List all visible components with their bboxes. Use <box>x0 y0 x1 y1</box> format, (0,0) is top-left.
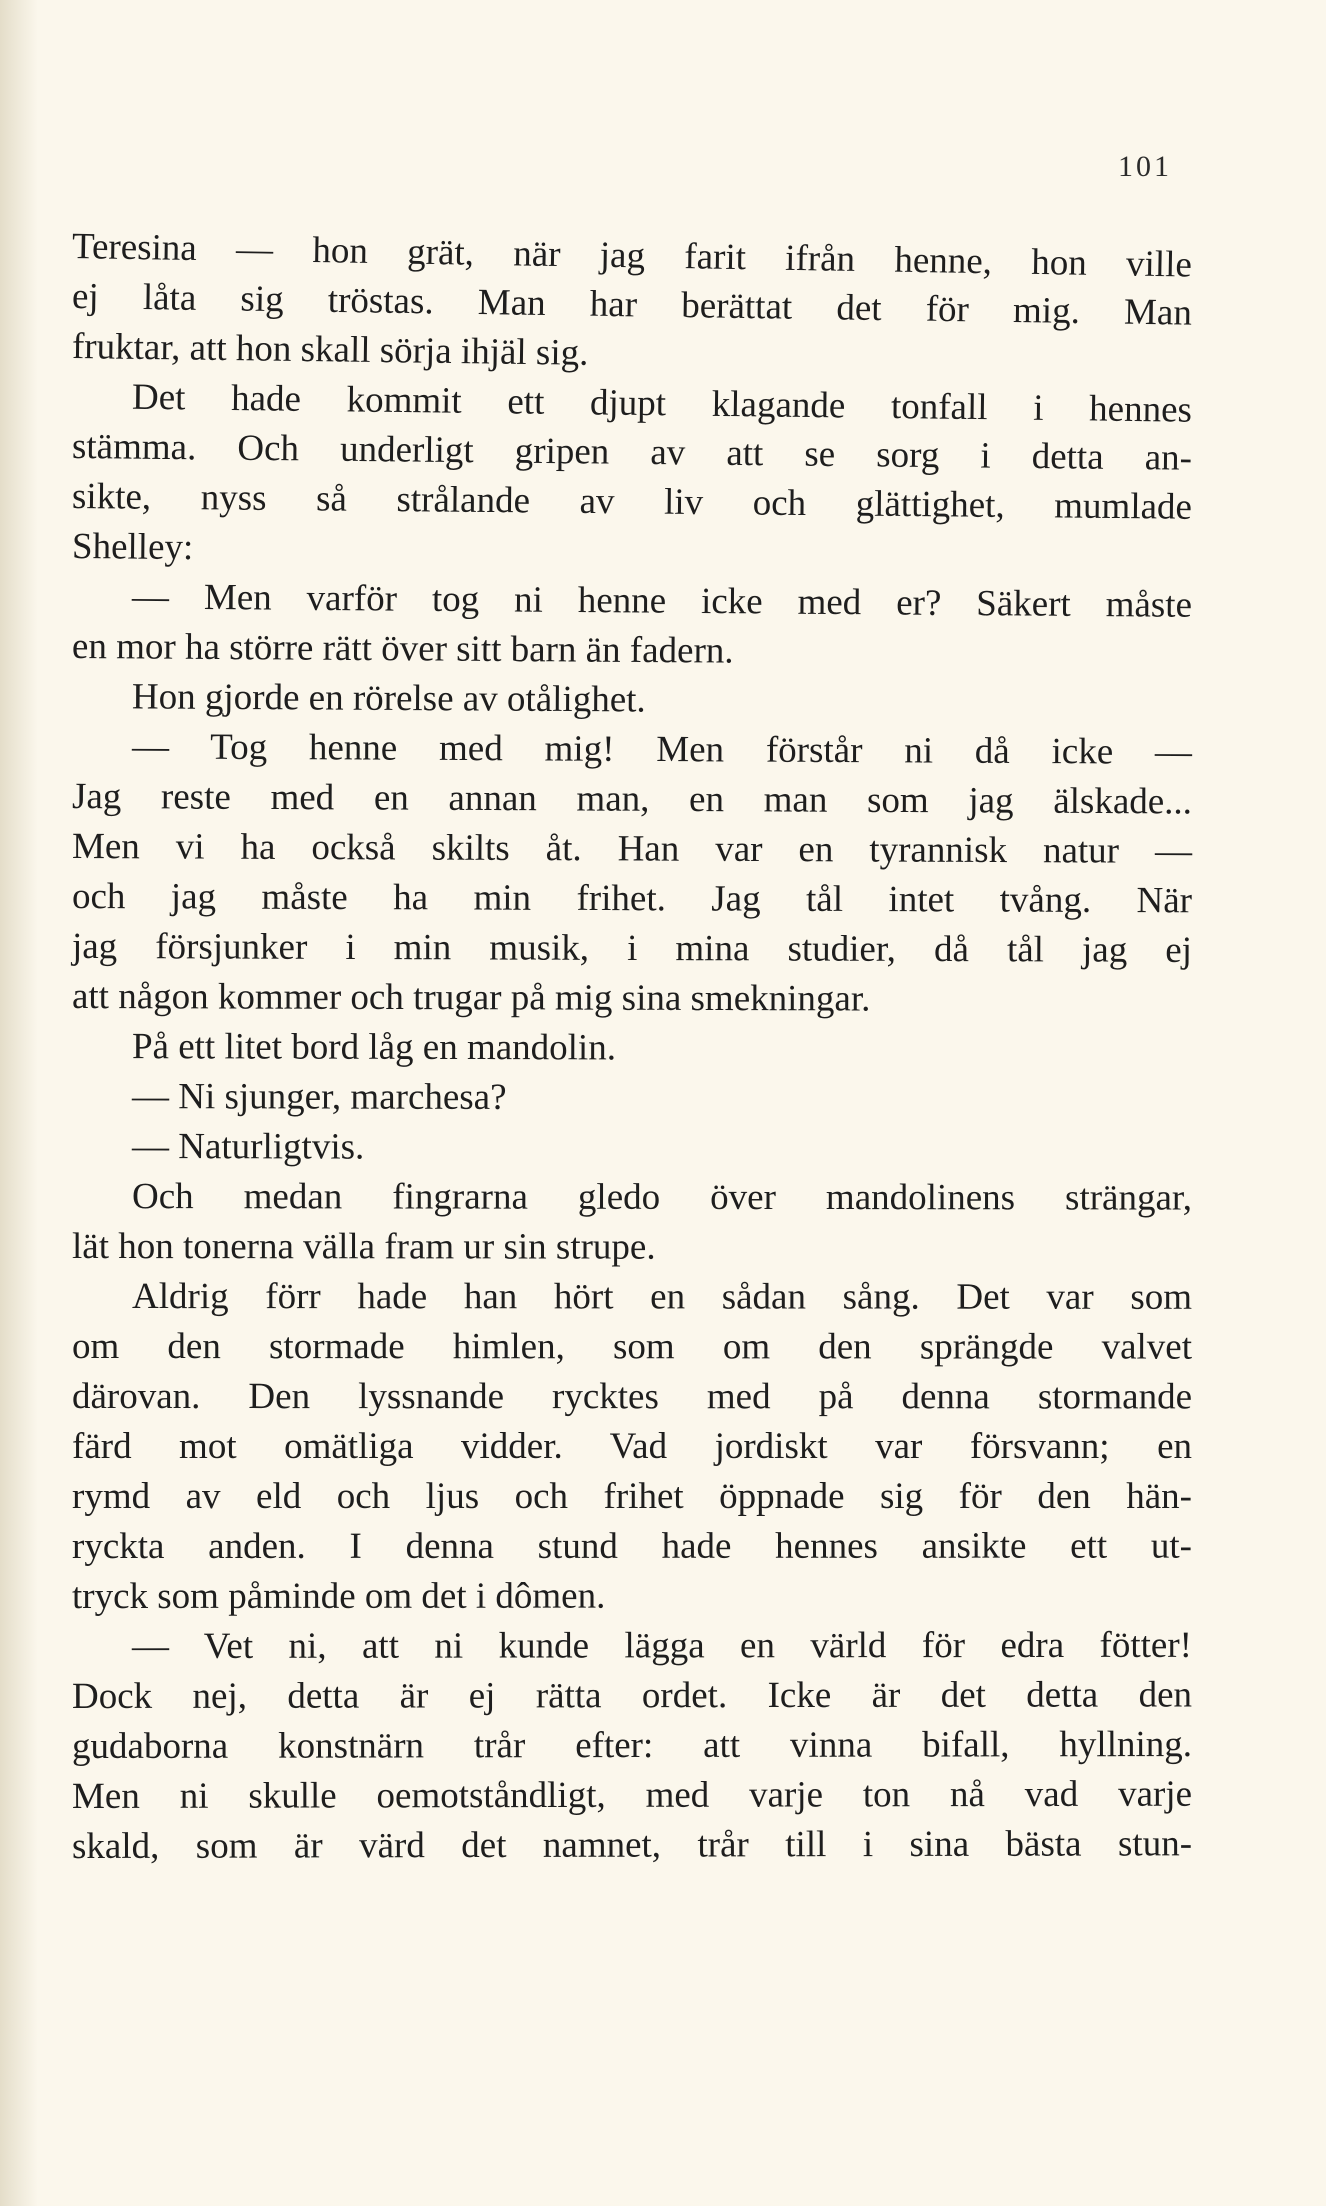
scan-edge-shadow <box>0 0 38 2206</box>
text-line: fruktar, att hon skall sörja ihjäl sig. <box>71 326 589 374</box>
text-line: Aldrig förr hade han hört en sådan sång. Det var som <box>131 1276 1193 1318</box>
text-line: Det hade kommit ett djupt klagande tonfall i hennes <box>131 376 1193 431</box>
text-line: — Men varför tog ni henne icke med er? Säkert måste <box>131 576 1193 626</box>
text-line: att någon kommer och trugar på mig sina smekningar. <box>71 976 871 1020</box>
text-line: På ett litet bord låg en mandolin. <box>131 1026 617 1069</box>
text-line: om den stormade himlen, som om den sprängde valvet <box>71 1326 1193 1368</box>
text-line: därovan. Den lyssnande rycktes med på denna stormande <box>71 1376 1193 1418</box>
text-line: — Ni sjunger, marchesa? <box>131 1076 507 1118</box>
text-line: skald, som är värd det namnet, trår till i sina bästa stun- <box>71 1823 1193 1867</box>
text-line: Teresina — hon grät, när jag farit ifrån henne, hon ville <box>71 226 1193 286</box>
text-line: jag försjunker i min musik, i mina studier, då tål jag ej <box>71 926 1193 971</box>
text-line: lät hon tonerna välla fram ur sin strupe. <box>71 1226 656 1268</box>
text-line: Men ni skulle oemotståndligt, med varje ton nå vad varje <box>71 1773 1193 1817</box>
text-line: — Vet ni, att ni kunde lägga en värld för edra fötter! <box>131 1624 1193 1667</box>
text-line: Dock nej, detta är ej rätta ordet. Icke är det detta den <box>71 1674 1193 1717</box>
page-number: 101 <box>1118 150 1172 183</box>
text-line: en mor ha större rätt över sitt barn än fadern. <box>71 626 734 672</box>
text-line: ryckta anden. I denna stund hade hennes ansikte ett ut- <box>71 1525 1193 1567</box>
text-line: — Naturligtvis. <box>131 1126 365 1168</box>
text-line: tryck som påminde om det i dômen. <box>71 1575 606 1617</box>
text-line: Shelley: <box>71 526 194 569</box>
text-line: Jag reste med en annan man, en man som jag älskade... <box>71 776 1193 823</box>
text-line: rymd av eld och ljus och frihet öppnade sig för den hän- <box>72 1476 1192 1517</box>
text-line: Och medan fingrarna gledo över mandolinens strängar, <box>131 1176 1193 1219</box>
text-line: ej låta sig tröstas. Man har berättat det för mig. Man <box>71 276 1193 334</box>
text-line: gudaborna konstnärn trår efter: att vinna bifall, hyllning. <box>71 1724 1193 1767</box>
text-line: — Tog henne med mig! Men förstår ni då icke — <box>131 726 1193 773</box>
text-line: sikte, nyss så strålande av liv och glättighet, mumlade <box>71 476 1193 528</box>
text-line: Men vi ha också skilts åt. Han var en tyrannisk natur — <box>71 826 1193 872</box>
text-line: stämma. Och underligt gripen av att se sorg i detta an- <box>71 426 1193 479</box>
body-text <box>72 222 1192 1872</box>
text-line: och jag måste ha min frihet. Jag tål intet tvång. När <box>71 876 1193 922</box>
text-line: Hon gjorde en rörelse av otålighet. <box>131 676 646 721</box>
text-line: färd mot omätliga vidder. Vad jordiskt var försvann; en <box>72 1426 1192 1467</box>
